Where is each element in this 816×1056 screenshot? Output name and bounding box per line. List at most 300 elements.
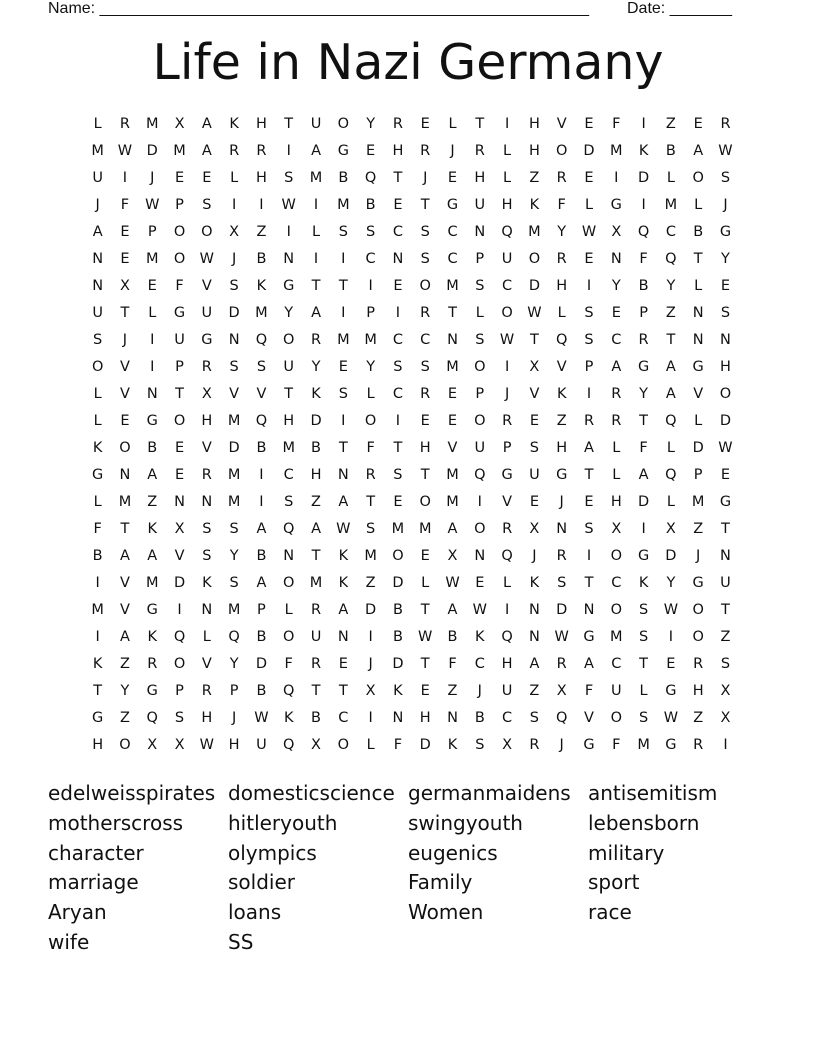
grid-letter: D [392, 575, 404, 591]
grid-letter: E [120, 224, 130, 240]
grid-letter: W [281, 197, 296, 213]
grid-letter: S [584, 305, 594, 321]
grid-letter: I [95, 575, 100, 591]
grid-letter: Z [693, 710, 704, 726]
word-list-item: SS [228, 930, 254, 954]
grid-letter: S [584, 521, 594, 537]
grid-letter: R [583, 413, 595, 429]
grid-letter: A [529, 656, 540, 672]
grid-letter: P [175, 359, 184, 375]
grid-letter: A [584, 656, 594, 672]
grid-letter: E [338, 656, 348, 672]
grid-letter: K [338, 548, 349, 564]
grid-letter: G [283, 278, 295, 294]
grid-letter: M [91, 143, 104, 159]
grid-letter: L [639, 683, 648, 699]
grid-letter: D [228, 440, 240, 456]
grid-letter: S [338, 224, 348, 240]
grid-letter: U [174, 332, 185, 348]
grid-letter: B [338, 170, 349, 186]
grid-letter: F [584, 683, 594, 699]
grid-letter: R [556, 170, 567, 186]
grid-letter: N [474, 548, 486, 564]
grid-letter: O [173, 413, 186, 429]
grid-letter: N [146, 386, 158, 402]
grid-letter: J [559, 737, 564, 753]
grid-letter: A [338, 494, 349, 510]
grid-letter: C [474, 656, 485, 672]
grid-letter: E [584, 170, 594, 186]
grid-letter: E [720, 467, 731, 483]
grid-letter: S [256, 359, 267, 375]
grid-letter: Q [501, 224, 513, 240]
grid-letter: K [638, 143, 649, 159]
grid-row [84, 167, 739, 194]
grid-letter: W [472, 602, 487, 618]
grid-letter: E [693, 116, 703, 132]
grid-row [84, 140, 739, 167]
grid-letter: E [393, 494, 403, 510]
grid-letter: V [174, 548, 185, 564]
word-list-item: marriage [48, 870, 139, 895]
grid-letter: N [474, 224, 486, 240]
grid-letter: V [201, 656, 212, 672]
grid-letter: I [477, 494, 482, 510]
grid-letter: U [720, 575, 731, 591]
grid-letter: M [446, 494, 459, 510]
grid-letter: H [92, 737, 104, 753]
grid-letter: C [392, 332, 403, 348]
grid-letter: E [420, 548, 430, 564]
grid-letter: D [638, 494, 650, 510]
grid-letter: Q [255, 413, 268, 429]
grid-letter: Q [474, 467, 486, 483]
grid-letter: M [227, 494, 241, 510]
grid-letter: P [175, 197, 184, 213]
grid-letter: I [641, 197, 646, 213]
grid-letter: S [284, 170, 294, 186]
grid-letter: X [556, 683, 567, 699]
grid-letter: I [286, 143, 291, 159]
word-list-item: germanmaidens [408, 781, 571, 805]
grid-letter: N [92, 278, 104, 294]
grid-row [84, 491, 739, 518]
grid-letter: R [420, 305, 431, 321]
grid-letter: H [392, 143, 404, 159]
grid-letter: Q [637, 224, 650, 240]
grid-letter: Q [228, 629, 240, 645]
grid-letter: F [639, 251, 648, 267]
word-list-item: Women [408, 900, 484, 925]
grid-letter: I [122, 170, 128, 186]
grid-row [84, 518, 739, 545]
grid-letter: Z [720, 629, 731, 645]
grid-letter: U [92, 170, 103, 186]
grid-letter: D [228, 305, 240, 321]
grid-letter: K [92, 440, 103, 456]
grid-letter: E [420, 116, 430, 132]
grid-letter: H [419, 710, 431, 726]
grid-letter: F [612, 116, 621, 132]
grid-letter: I [259, 197, 264, 213]
grid-letter: R [611, 413, 622, 429]
grid-row [84, 464, 739, 491]
grid-letter: H [201, 413, 213, 429]
word-list [48, 778, 768, 968]
grid-letter: V [229, 386, 240, 402]
grid-letter: J [450, 143, 455, 159]
grid-letter: M [255, 305, 268, 321]
grid-letter: S [638, 629, 649, 645]
grid-letter: O [364, 413, 377, 429]
grid-letter: X [611, 521, 622, 537]
grid-letter: M [118, 494, 132, 510]
grid-letter: R [693, 737, 704, 753]
grid-letter: C [611, 656, 622, 672]
grid-letter: L [202, 629, 211, 645]
grid-letter: B [447, 629, 458, 645]
grid-letter: Z [147, 494, 158, 510]
grid-letter: P [366, 305, 375, 321]
grid-letter: O [719, 386, 732, 402]
grid-letter: Z [665, 305, 676, 321]
grid-letter: S [284, 494, 294, 510]
grid-letter: I [586, 386, 592, 402]
grid-letter: G [92, 710, 104, 726]
grid-letter: G [201, 332, 213, 348]
grid-letter: G [146, 413, 158, 429]
grid-letter: Y [120, 683, 130, 699]
grid-letter: N [556, 521, 568, 537]
grid-letter: I [341, 413, 346, 429]
grid-letter: A [147, 548, 158, 564]
grid-letter: N [447, 332, 458, 348]
grid-letter: H [692, 683, 704, 699]
grid-letter: T [721, 521, 730, 537]
grid-letter: R [201, 359, 212, 375]
grid-letter: U [501, 683, 513, 699]
grid-letter: K [529, 197, 540, 213]
grid-letter: L [612, 440, 621, 456]
grid-letter: P [147, 224, 157, 240]
grid-letter: Z [447, 683, 458, 699]
grid-letter: K [256, 278, 267, 294]
grid-letter: O [283, 629, 295, 645]
grid-letter: J [696, 548, 701, 564]
grid-letter: H [283, 413, 295, 429]
grid-letter: P [257, 602, 266, 618]
grid-letter: Z [665, 116, 676, 132]
grid-letter: A [311, 305, 321, 321]
grid-letter: Y [366, 359, 376, 375]
date-line: Date: _______ [627, 0, 732, 17]
word-list-item: motherscross [48, 810, 184, 835]
grid-letter: S [720, 305, 731, 321]
grid-letter: N [283, 251, 295, 267]
grid-letter: V [693, 386, 704, 402]
grid-letter: C [611, 575, 622, 591]
grid-letter: E [393, 197, 403, 213]
grid-letter: W [581, 224, 597, 240]
grid-letter: A [447, 602, 458, 618]
grid-letter: M [91, 602, 104, 618]
grid-letter: C [447, 224, 458, 240]
grid-letter: E [338, 359, 348, 375]
grid-letter: B [638, 278, 649, 294]
grid-letter: L [311, 224, 321, 240]
grid-letter: P [502, 440, 512, 456]
grid-letter: T [666, 332, 676, 348]
grid-letter: O [283, 332, 295, 348]
grid-letter: O [119, 440, 131, 456]
grid-letter: E [447, 170, 458, 186]
grid-letter: C [420, 332, 431, 348]
grid-letter: O [173, 251, 186, 267]
grid-letter: F [93, 521, 102, 537]
grid-letter: S [638, 710, 649, 726]
grid-letter: X [174, 521, 185, 537]
grid-letter: N [528, 629, 540, 645]
word-list-item: eugenics [408, 840, 498, 865]
grid-letter: U [501, 251, 513, 267]
grid-letter: Y [666, 575, 676, 591]
grid-letter: R [201, 683, 212, 699]
grid-letter: I [395, 305, 401, 321]
grid-letter: D [665, 548, 677, 564]
grid-letter: J [477, 683, 482, 699]
grid-letter: N [392, 251, 404, 267]
grid-letter: I [341, 251, 346, 267]
grid-letter: M [309, 170, 323, 186]
grid-letter: I [504, 602, 510, 618]
grid-letter: F [120, 197, 130, 213]
grid-letter: Z [529, 170, 540, 186]
grid-letter: S [229, 278, 239, 294]
grid-letter: H [501, 656, 513, 672]
grid-letter: X [529, 521, 540, 537]
grid-letter: Q [665, 251, 677, 267]
grid-letter: R [556, 251, 567, 267]
grid-letter: S [420, 359, 430, 375]
grid-row [84, 194, 739, 221]
grid-letter: L [694, 413, 703, 429]
grid-row [84, 302, 739, 329]
grid-letter: V [584, 710, 594, 726]
grid-letter: A [584, 440, 594, 456]
grid-letter: I [259, 467, 264, 483]
grid-letter: I [150, 359, 155, 375]
grid-letter: V [556, 359, 567, 375]
grid-letter: R [611, 386, 622, 402]
grid-letter: G [501, 467, 513, 483]
grid-letter: S [229, 575, 239, 591]
grid-letter: K [147, 629, 157, 645]
grid-letter: T [693, 251, 703, 267]
grid-letter: R [310, 332, 322, 348]
grid-letter: A [311, 143, 321, 159]
grid-letter: L [666, 170, 675, 186]
grid-letter: U [310, 116, 322, 132]
grid-letter: K [393, 683, 403, 699]
grid-letter: O [474, 521, 486, 537]
grid-letter: J [150, 170, 155, 186]
grid-letter: D [146, 143, 158, 159]
grid-letter: J [559, 494, 564, 510]
grid-letter: T [529, 332, 539, 348]
grid-letter: T [584, 575, 594, 591]
grid-letter: O [528, 251, 541, 267]
grid-letter: B [92, 548, 103, 564]
grid-letter: C [392, 386, 403, 402]
grid-letter: H [501, 197, 513, 213]
grid-letter: G [92, 467, 104, 483]
grid-letter: N [528, 602, 540, 618]
grid-letter: D [528, 278, 540, 294]
grid-letter: Q [555, 332, 568, 348]
grid-letter: G [337, 143, 349, 159]
grid-letter: P [584, 359, 594, 375]
grid-letter: G [665, 737, 677, 753]
word-list-item: loans [228, 900, 282, 925]
grid-letter: H [528, 116, 540, 132]
grid-letter: M [282, 440, 295, 456]
grid-letter: S [393, 467, 403, 483]
grid-letter: D [173, 575, 186, 591]
grid-letter: T [584, 467, 594, 483]
grid-letter: K [338, 575, 349, 591]
grid-letter: M [691, 494, 705, 510]
grid-letter: C [392, 224, 403, 240]
grid-letter: H [201, 710, 213, 726]
grid-letter: N [692, 305, 704, 321]
grid-letter: S [529, 440, 539, 456]
grid-letter: T [420, 467, 430, 483]
grid-letter: W [199, 251, 214, 267]
grid-letter: T [93, 683, 103, 699]
grid-letter: K [311, 386, 321, 402]
grid-letter: S [475, 737, 485, 753]
grid-letter: N [583, 602, 595, 618]
grid-letter: O [692, 602, 704, 618]
grid-letter: Q [146, 710, 158, 726]
grid-letter: A [201, 116, 212, 132]
grid-letter: N [119, 467, 131, 483]
grid-letter: S [529, 710, 539, 726]
grid-letter: R [556, 548, 567, 564]
grid-letter: N [692, 332, 704, 348]
grid-letter: J [723, 197, 728, 213]
grid-letter: S [229, 359, 239, 375]
grid-letter: X [311, 737, 321, 753]
grid-letter: R [201, 467, 212, 483]
grid-letter: H [310, 467, 322, 483]
grid-letter: S [202, 197, 212, 213]
grid-letter: I [313, 251, 319, 267]
grid-letter: I [504, 359, 510, 375]
grid-letter: N [92, 251, 104, 267]
grid-letter: B [256, 251, 267, 267]
grid-row [84, 356, 739, 383]
grid-letter: V [201, 278, 212, 294]
grid-letter: M [446, 467, 459, 483]
grid-letter: N [174, 494, 185, 510]
grid-letter: W [499, 332, 515, 348]
grid-letter: E [584, 116, 594, 132]
grid-letter: K [475, 629, 485, 645]
grid-letter: P [639, 305, 648, 321]
grid-letter: T [338, 440, 348, 456]
grid-letter: G [637, 359, 650, 375]
grid-letter: O [474, 413, 486, 429]
grid-letter: T [120, 305, 130, 321]
grid-letter: E [174, 170, 185, 186]
grid-letter: I [95, 629, 100, 645]
grid-letter: F [175, 278, 184, 294]
grid-letter: J [231, 710, 237, 726]
grid-letter: L [93, 413, 102, 429]
grid-row [84, 275, 739, 302]
grid-letter: U [474, 440, 486, 456]
grid-row [84, 113, 739, 140]
grid-letter: Z [556, 413, 567, 429]
grid-letter: I [368, 629, 373, 645]
grid-letter: V [529, 386, 540, 402]
grid-letter: Y [284, 305, 294, 321]
grid-letter: N [720, 548, 731, 564]
grid-letter: E [447, 413, 458, 429]
grid-letter: L [666, 440, 675, 456]
grid-letter: W [254, 710, 269, 726]
grid-letter: Y [639, 386, 649, 402]
grid-letter: C [283, 467, 294, 483]
grid-letter: F [393, 737, 403, 753]
grid-letter: M [364, 332, 377, 348]
grid-letter: T [393, 170, 403, 186]
grid-letter: C [447, 251, 458, 267]
grid-letter: N [720, 332, 731, 348]
grid-letter: R [119, 116, 130, 132]
grid-letter: Y [721, 251, 730, 267]
grid-letter: T [721, 602, 730, 618]
grid-letter: X [720, 683, 731, 699]
grid-letter: I [586, 548, 592, 564]
grid-letter: G [637, 548, 650, 564]
grid-letter: A [201, 143, 212, 159]
grid-letter: M [145, 575, 159, 591]
grid-letter: R [529, 737, 540, 753]
grid-letter: L [503, 143, 512, 159]
grid-letter: I [395, 413, 401, 429]
grid-letter: N [201, 494, 213, 510]
word-list-item: sport [588, 870, 640, 895]
grid-letter: G [556, 467, 568, 483]
grid-letter: O [419, 494, 431, 510]
grid-letter: E [720, 278, 731, 294]
grid-letter: E [202, 170, 212, 186]
grid-letter: H [419, 440, 431, 456]
word-list-item: soldier [228, 870, 295, 895]
grid-letter: I [504, 116, 510, 132]
grid-letter: Z [119, 656, 130, 672]
grid-letter: J [231, 251, 237, 267]
grid-letter: L [666, 494, 675, 510]
grid-letter: I [313, 197, 319, 213]
grid-row [84, 437, 739, 464]
grid-letter: K [638, 575, 649, 591]
grid-letter: X [665, 521, 676, 537]
grid-letter: Q [283, 737, 295, 753]
grid-letter: G [719, 224, 732, 240]
